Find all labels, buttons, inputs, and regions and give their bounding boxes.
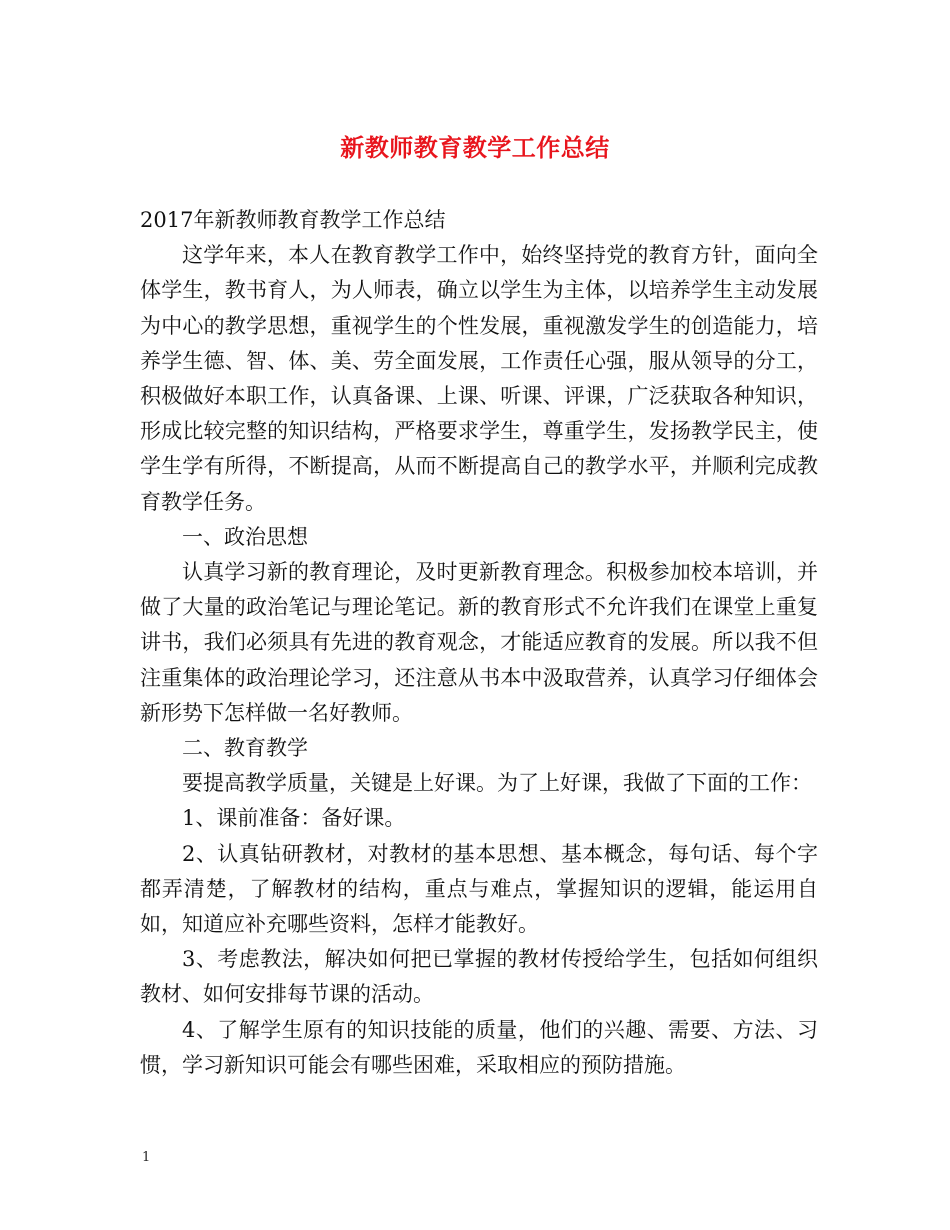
section-heading-teaching: 二、教育教学	[182, 736, 308, 761]
list-item-1: 1、课前准备：备好课。	[182, 806, 406, 831]
document-title: 新教师教育教学工作总结	[340, 133, 610, 162]
paragraph-politics: 认真学习新的教育理论，及时更新教育理念。积极参加校本培训，并做了大量的政治笔记与理论笔记。新的教育形式不允许我们在课堂上重复讲书，我们必须具有先进的教育观念，才能适应教育的发展。所以我不但注重集体的政治理论学习，还注意从书本中汲取营养，认真学习仔细体会新形势下怎样做一名好教师。	[140, 560, 818, 725]
document-subtitle: 2017年新教师教育教学工作总结	[140, 208, 446, 232]
page-number: 1	[142, 1150, 151, 1165]
list-item-2: 2、认真钻研教材，对教材的基本思想、基本概念，每句话、每个字都弄清楚，了解教材的结构，重点与难点，掌握知识的逻辑，能运用自如，知道应补充哪些资料，怎样才能教好。	[140, 841, 818, 937]
section-heading-politics: 一、政治思想	[182, 524, 308, 549]
paragraph-intro: 这学年来，本人在教育教学工作中，始终坚持党的教育方针，面向全体学生，教书育人，为人师表，确立以学生为主体，以培养学生主动发展为中心的教学思想，重视学生的个性发展，重视激发学生的创造能力，培养学生德、智、体、美、劳全面发展，工作责任心强，服从领导的分工，积极做好本职工作，认真备课、上课、听课、评课，广泛获取各种知识，形成比较完整的知识结构，严格要求学生，尊重学生，发扬教学民主，使学生学有所得，不断提高，从而不断提高自己的教学水平，并顺利完成教育教学任务。	[140, 243, 818, 514]
document-body	[140, 203, 818, 1083]
list-item-3: 3、考虑教法，解决如何把已掌握的教材传授给学生，包括如何组织教材、如何安排每节课的活动。	[140, 947, 818, 1007]
paragraph-teaching-intro: 要提高教学质量，关键是上好课。为了上好课，我做了下面的工作：	[182, 771, 812, 796]
list-item-4: 4、了解学生原有的知识技能的质量，他们的兴趣、需要、方法、习惯，学习新知识可能会有哪些困难，采取相应的预防措施。	[140, 1017, 818, 1077]
